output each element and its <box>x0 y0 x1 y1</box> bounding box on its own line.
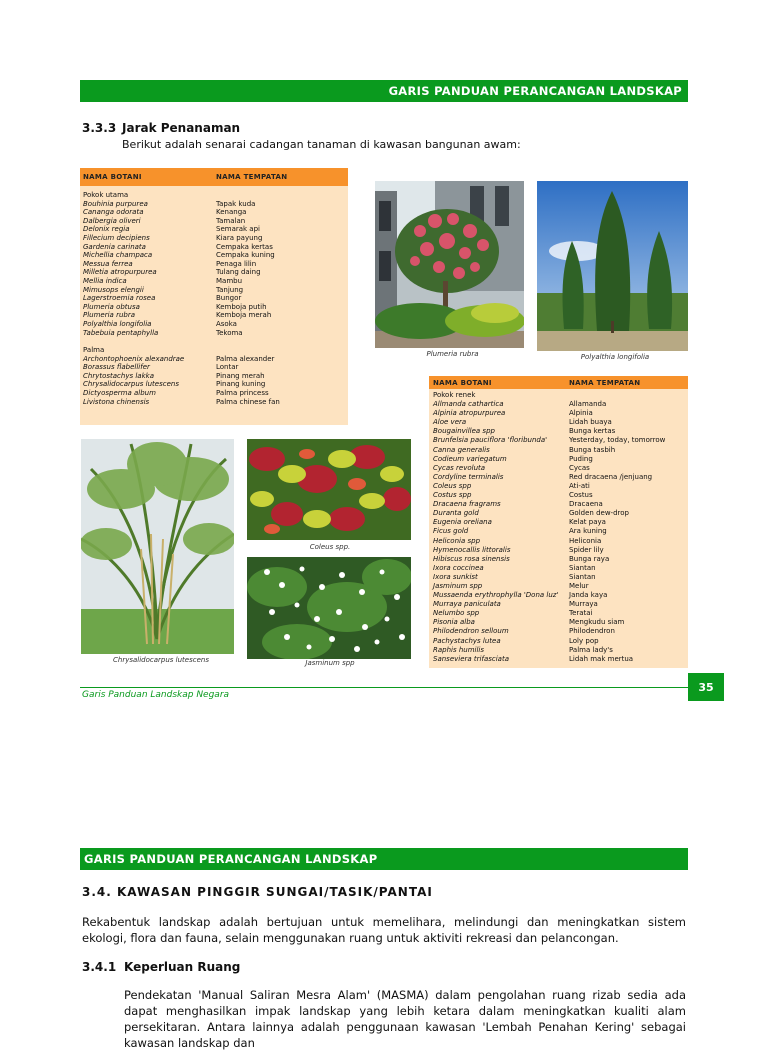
botanical-name: Allmanda cathartica <box>433 400 504 409</box>
botanical-name: Ficus gold <box>433 527 469 536</box>
table-row <box>433 409 688 418</box>
section-34-paragraph: Rekabentuk landskap adalah bertujuan untuk memelihara, melindungi dan meningkatkan sistem ekologi, flora dan fauna, selain menggunakan ruang untuk aktiviti rekreasi dan pelancongan. <box>82 915 686 945</box>
botanical-name: Jasminum spp <box>433 581 483 590</box>
local-name: Bunga kertas <box>569 427 616 436</box>
local-name: Murraya <box>569 600 598 609</box>
header-banner-2-text: GARIS PANDUAN PERANCANGAN LANDSKAP <box>84 852 378 866</box>
botanical-name: Murraya paniculata <box>433 600 501 609</box>
botanical-name: Dracaena fragrams <box>433 500 501 509</box>
table-row <box>433 418 688 427</box>
botanical-name: Brunfelsia pauciflora 'floribunda' <box>433 436 548 445</box>
table-group-heading: Pokok renek <box>433 391 476 399</box>
table-row <box>433 564 688 573</box>
local-name: Tekoma <box>216 328 243 337</box>
local-name: Mambu <box>216 276 243 285</box>
local-name: Mengkudu siam <box>569 618 625 627</box>
table-group-heading: Pokok utama <box>83 191 129 199</box>
plant-table-shrubs-body <box>429 389 688 664</box>
botanical-name: Heliconia spp <box>433 536 481 545</box>
table-row <box>83 372 348 381</box>
table-row <box>83 320 348 329</box>
botanical-name: Polyalthia longifolia <box>83 319 152 328</box>
botanical-name: Cordyline terminalis <box>433 472 504 481</box>
local-name: Bunga tasbih <box>569 445 616 454</box>
local-name: Tanjung <box>216 285 244 294</box>
table-row <box>83 243 348 252</box>
botanical-name: Bouhinia purpurea <box>83 199 148 208</box>
local-name: Lidah mak mertua <box>569 654 634 663</box>
botanical-name: Borassus flabellifer <box>83 363 150 372</box>
polyalthia-illustration <box>537 181 688 351</box>
botanical-name: Delonix regia <box>83 225 130 234</box>
botanical-name: Hibiscus rosa sinensis <box>433 554 510 563</box>
photo-plumeria-rubra <box>375 181 524 348</box>
plant-table-shrubs-header <box>429 376 688 389</box>
local-name: Siantan <box>569 572 596 581</box>
plant-table-main-body <box>80 186 348 406</box>
local-name: Spider lily <box>569 545 604 554</box>
table-row <box>433 527 688 536</box>
header-banner-text: GARIS PANDUAN PERANCANGAN LANDSKAP <box>388 84 682 98</box>
section-333-intro: Berikut adalah senarai cadangan tanaman di kawasan bangunan awam: <box>122 138 521 151</box>
local-name: Cycas <box>569 463 590 472</box>
photo-jasminum <box>247 557 411 659</box>
table-row <box>83 355 348 364</box>
local-name: Heliconia <box>569 536 602 545</box>
local-name: Palma chinese fan <box>216 397 280 406</box>
section-333-number: 3.3.3 <box>82 121 117 135</box>
table-rows <box>433 400 688 664</box>
local-name: Kenanga <box>216 208 247 217</box>
botanical-name: Chrytostachys lakka <box>83 371 154 380</box>
botanical-name: Hymenocallis littoralis <box>433 545 511 554</box>
caption-plumeria: Plumeria rubra <box>426 350 479 358</box>
local-name: Pinang kuning <box>216 380 266 389</box>
botanical-name: Mimusops elengii <box>83 285 144 294</box>
botanical-name: Gardenia carinata <box>83 242 146 251</box>
botanical-name: Philodendron selloum <box>433 627 509 636</box>
local-name: Dracaena <box>569 500 603 509</box>
local-name: Penaga lilin <box>216 259 257 268</box>
table-group-heading: Palma <box>83 346 105 355</box>
table-row <box>83 311 348 320</box>
botanical-name: Ixora sunkist <box>433 572 478 581</box>
col-header-botani: NAMA BOTANI <box>83 173 142 181</box>
caption-coleus: Coleus spp. <box>309 543 351 551</box>
plant-table-shrubs <box>429 376 688 668</box>
botanical-name: Cananga odorata <box>83 208 144 217</box>
botanical-name: Mellia indica <box>83 276 127 285</box>
table-row <box>433 537 688 546</box>
botanical-name: Aloe vera <box>433 418 467 427</box>
section-333-heading <box>82 121 240 135</box>
table-row <box>83 286 348 295</box>
botanical-name: Sanseviera trifasciata <box>433 654 509 663</box>
local-name: Yesterday, today, tomorrow <box>569 436 666 445</box>
local-name: Lontar <box>216 363 239 372</box>
table-row <box>83 260 348 269</box>
table-row <box>433 609 688 618</box>
botanical-name: Fillecium decipiens <box>83 233 150 242</box>
local-name: Tulang daing <box>216 268 261 277</box>
coleus-illustration <box>247 439 411 540</box>
local-name: Ara kuning <box>569 527 607 536</box>
local-name: Tamalan <box>216 216 246 225</box>
table-row <box>83 294 348 303</box>
section-341-title: Keperluan Ruang <box>124 960 241 974</box>
local-name: Puding <box>569 454 593 463</box>
table-row <box>433 491 688 500</box>
botanical-name: Chrysalidocarpus lutescens <box>83 380 179 389</box>
botanical-name: Mussaenda erythrophylla 'Dona luz' <box>433 591 559 600</box>
table-row <box>433 455 688 464</box>
table-row <box>433 591 688 600</box>
table-row <box>433 627 688 636</box>
botanical-name: Ixora coccinea <box>433 563 484 572</box>
caption-jasminum: Jasminum spp <box>305 659 355 667</box>
table-row <box>433 427 688 436</box>
botanical-name: Dalbergia oliveri <box>83 216 141 225</box>
botanical-name: Coleus spp <box>433 481 472 490</box>
local-name: Alpinia <box>569 409 593 418</box>
local-name: Bungor <box>216 294 242 303</box>
local-name: Palma lady's <box>569 645 613 654</box>
section-341-paragraph: Pendekatan 'Manual Saliran Mesra Alam' (MASMA) dalam pengolahan ruang rizab sedia ada dapat menghasilkan impak landskap yang lebih ketara dalam meningkatkan kualiti alam persekitaran. Antara lainnya adalah penggunaan kawasan 'Lembah Penahan Kering' sebagai kawasan landskap dan <box>124 988 686 1050</box>
local-name: Lidah buaya <box>569 418 612 427</box>
local-name: Semarak api <box>216 225 260 234</box>
table-row <box>433 618 688 627</box>
table-row <box>83 277 348 286</box>
table-row <box>83 234 348 243</box>
section-34-heading: 3.4. KAWASAN PINGGIR SUNGAI/TASIK/PANTAI <box>82 885 433 899</box>
botanical-name: Canna generalis <box>433 445 490 454</box>
local-name: Golden dew-drop <box>569 509 629 518</box>
footer-title: Garis Panduan Landskap Negara <box>82 690 230 700</box>
table-row <box>83 398 348 407</box>
table-row <box>83 363 348 372</box>
local-name: Pinang merah <box>216 371 265 380</box>
local-name: Philodendron <box>569 627 615 636</box>
palm-illustration <box>81 439 234 654</box>
table-row <box>83 251 348 260</box>
botanical-name: Tabebuia pentaphylla <box>83 328 159 337</box>
jasminum-illustration <box>247 557 411 659</box>
col-header-botani: NAMA BOTANI <box>433 378 492 387</box>
botanical-name: Dictyosperma album <box>83 389 156 398</box>
table-row <box>83 380 348 389</box>
local-name: Loly pop <box>569 636 599 645</box>
section-341-heading <box>82 960 240 974</box>
page-number: 35 <box>688 673 724 701</box>
footer-divider <box>80 687 688 688</box>
plant-table-main-header <box>80 168 348 186</box>
botanical-name: Costus spp <box>433 491 472 500</box>
local-name: Allamanda <box>569 400 607 409</box>
table-row <box>433 573 688 582</box>
botanical-name: Plumeria obtusa <box>83 302 140 311</box>
table-row <box>433 555 688 564</box>
table-row <box>433 473 688 482</box>
table-row <box>433 637 688 646</box>
table-row <box>433 582 688 591</box>
table-row <box>83 208 348 217</box>
botanical-name: Eugenia oreliana <box>433 518 492 527</box>
section-333-title: Jarak Penanaman <box>122 121 241 135</box>
botanical-name: Livistona chinensis <box>83 397 150 406</box>
table-row <box>433 546 688 555</box>
caption-polyalthia: Polyalthia longifolia <box>580 353 650 361</box>
local-name: Teratai <box>569 609 593 618</box>
table-row <box>433 600 688 609</box>
botanical-name: Cycas revoluta <box>433 463 486 472</box>
table-row <box>433 400 688 409</box>
botanical-name: Lagerstroemia rosea <box>83 294 156 303</box>
table-row <box>433 436 688 445</box>
table-row <box>83 200 348 209</box>
local-name: Kiara payung <box>216 233 263 242</box>
table-rows <box>83 200 348 338</box>
local-name: Kemboja merah <box>216 311 272 320</box>
photo-chrysalidocarpus <box>81 439 234 654</box>
botanical-name: Alpinia atropurpurea <box>433 409 506 418</box>
col-header-tempatan: NAMA TEMPATAN <box>569 378 641 387</box>
local-name: Palma princess <box>216 389 269 398</box>
table-row <box>433 518 688 527</box>
caption-chrysalidocarpus: Chrysalidocarpus lutescens <box>113 656 209 664</box>
table-rows <box>83 355 348 407</box>
plumeria-illustration <box>375 181 524 348</box>
botanical-name: Pachystachys lutea <box>433 636 501 645</box>
local-name: Kemboja putih <box>216 302 267 311</box>
table-row <box>433 446 688 455</box>
table-row <box>433 464 688 473</box>
botanical-name: Nelumbo spp <box>433 609 480 618</box>
botanical-name: Codieum variegatum <box>433 454 507 463</box>
botanical-name: Raphis humilis <box>433 645 485 654</box>
local-name: Cempaka kuning <box>216 251 275 260</box>
botanical-name: Archontophoenix alexandrae <box>83 354 185 363</box>
local-name: Bunga raya <box>569 554 610 563</box>
botanical-name: Michellia champaca <box>83 251 153 260</box>
header-banner <box>80 80 688 102</box>
photo-polyalthia-longifolia <box>537 181 688 351</box>
plant-table-main <box>80 168 348 425</box>
table-row <box>433 500 688 509</box>
table-row <box>433 482 688 491</box>
local-name: Palma alexander <box>216 354 275 363</box>
local-name: Cempaka kertas <box>216 242 273 251</box>
table-row <box>83 268 348 277</box>
local-name: Janda kaya <box>569 591 608 600</box>
table-row <box>433 646 688 655</box>
col-header-tempatan: NAMA TEMPATAN <box>216 173 288 181</box>
table-row <box>83 329 348 338</box>
table-row <box>83 217 348 226</box>
botanical-name: Pisonia alba <box>433 618 475 627</box>
table-row <box>83 389 348 398</box>
table-row <box>83 225 348 234</box>
botanical-name: Duranta gold <box>433 509 479 518</box>
botanical-name: Plumeria rubra <box>83 311 135 320</box>
table-row <box>433 509 688 518</box>
local-name: Siantan <box>569 563 596 572</box>
local-name: Ati-ati <box>569 481 590 490</box>
section-341-number: 3.4.1 <box>82 960 117 974</box>
local-name: Kelat paya <box>569 518 606 527</box>
table-row <box>83 303 348 312</box>
table-row <box>433 655 688 664</box>
local-name: Costus <box>569 491 593 500</box>
botanical-name: Messua ferrea <box>83 259 133 268</box>
local-name: Asoka <box>216 319 237 328</box>
botanical-name: Milletia atropurpurea <box>83 268 157 277</box>
local-name: Red dracaena /jenjuang <box>569 472 653 481</box>
header-banner-2 <box>80 848 688 870</box>
local-name: Tapak kuda <box>216 199 256 208</box>
local-name: Melur <box>569 581 589 590</box>
photo-coleus <box>247 439 411 540</box>
botanical-name: Bougainvillea spp <box>433 427 495 436</box>
